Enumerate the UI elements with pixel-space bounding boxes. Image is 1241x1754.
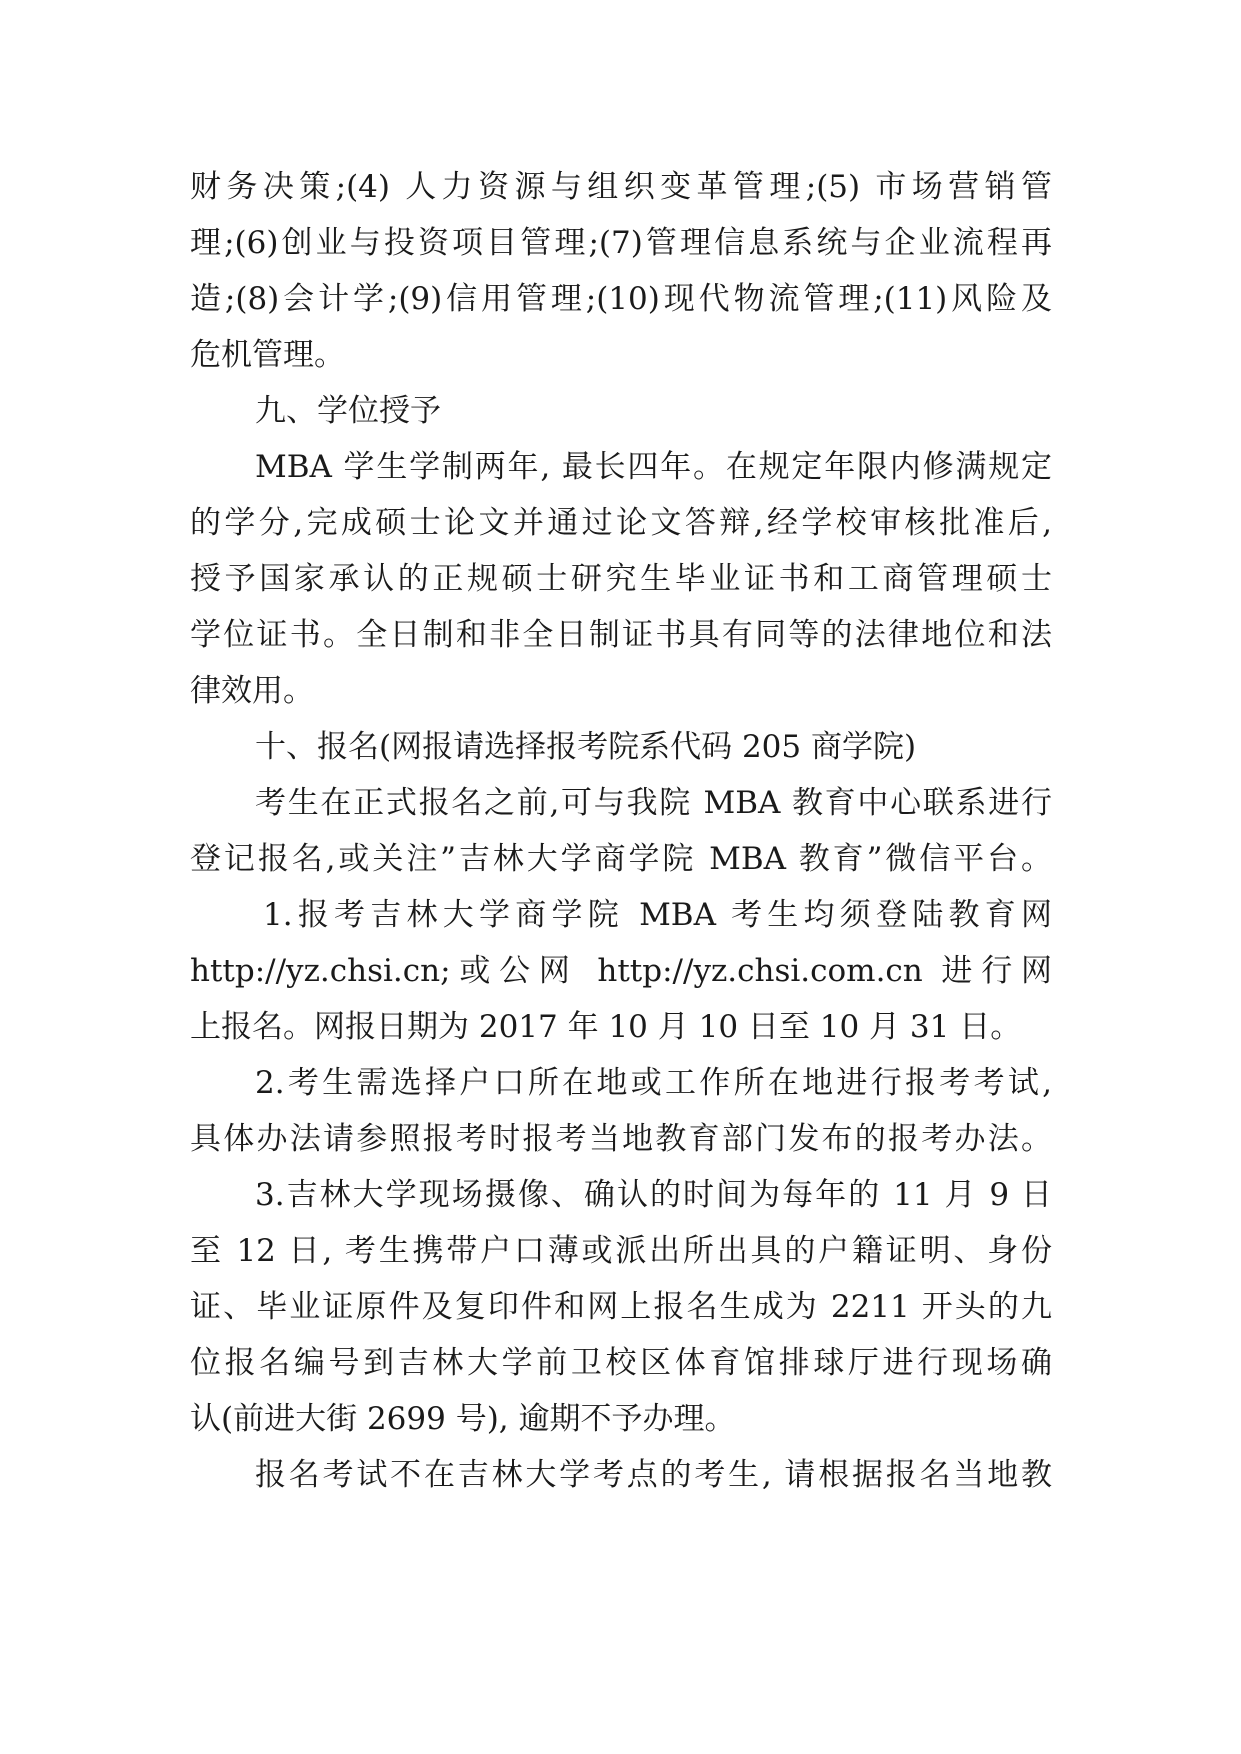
- text-line: 律效用。: [190, 673, 314, 709]
- text-line: 的学分,完成硕士论文并通过论文答辩,经学校审核批准后,: [190, 505, 1052, 541]
- section-heading: 十、报名(网报请选择报考院系代码 205 商学院): [255, 729, 917, 765]
- text-line: 学位证书。全日制和非全日制证书具有同等的法律地位和法: [190, 617, 1052, 653]
- text-line: 考生在正式报名之前,可与我院 MBA 教育中心联系进行: [255, 785, 1052, 821]
- text-line: 理;(6)创业与投资项目管理;(7)管理信息系统与企业流程再: [190, 225, 1052, 261]
- text-line: http://yz.chsi.cn;或公网 http://yz.chsi.com.cn 进行网: [190, 953, 1052, 989]
- section-heading: 九、学位授予: [255, 393, 441, 429]
- text-line: 位报名编号到吉林大学前卫校区体育馆排球厅进行现场确: [190, 1345, 1052, 1381]
- text-line: 上报名。网报日期为 2017 年 10 月 10 日至 10 月 31 日。: [190, 1009, 1022, 1045]
- text-line: MBA 学生学制两年, 最长四年。在规定年限内修满规定: [255, 449, 1052, 485]
- text-line: 登记报名,或关注”吉林大学商学院 MBA 教育”微信平台。: [190, 841, 1052, 877]
- text-line: 3.吉林大学现场摄像、确认的时间为每年的 11 月 9 日: [255, 1177, 1052, 1213]
- text-line: 至 12 日, 考生携带户口薄或派出所出具的户籍证明、身份: [190, 1233, 1052, 1269]
- text-line: 具体办法请参照报考时报考当地教育部门发布的报考办法。: [190, 1121, 1052, 1157]
- text-line: 认(前进大街 2699 号), 逾期不予办理。: [190, 1401, 736, 1437]
- text-line: 报名考试不在吉林大学考点的考生, 请根据报名当地教: [255, 1457, 1052, 1493]
- text-line: 授予国家承认的正规硕士研究生毕业证书和工商管理硕士: [190, 561, 1052, 597]
- text-line: 2.考生需选择户口所在地或工作所在地进行报考考试,: [255, 1065, 1052, 1101]
- text-line: 危机管理。: [190, 337, 345, 373]
- text-line: 1.报考吉林大学商学院 MBA 考生均须登陆教育网: [263, 897, 1052, 933]
- text-line: 证、毕业证原件及复印件和网上报名生成为 2211 开头的九: [190, 1289, 1052, 1325]
- text-line: 造;(8)会计学;(9)信用管理;(10)现代物流管理;(11)风险及: [190, 281, 1052, 317]
- text-line: 财务决策;(4) 人力资源与组织变革管理;(5) 市场营销管: [190, 169, 1052, 205]
